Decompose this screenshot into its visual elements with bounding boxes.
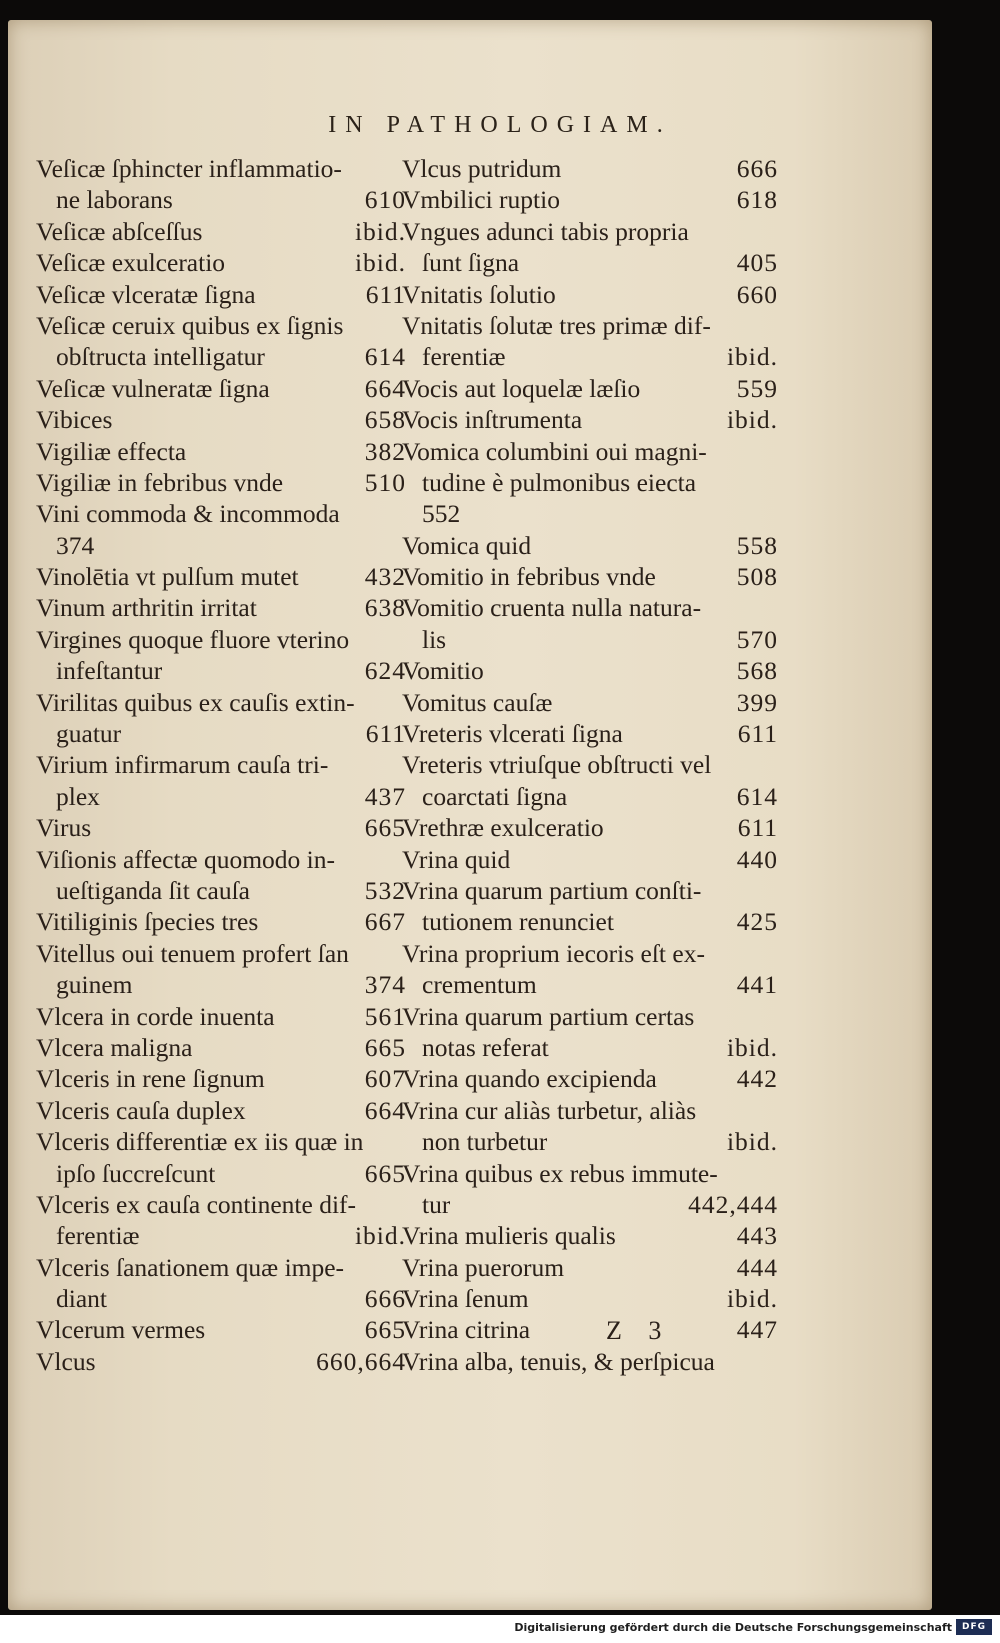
index-entry xyxy=(402,875,778,906)
entry-text: Vlceris cauſa duplex xyxy=(36,1095,246,1125)
entry-text: Vreteris vtriuſque obſtructi vel xyxy=(402,750,712,780)
entry-page-number: 610 xyxy=(364,185,406,215)
index-entry xyxy=(36,310,406,341)
entry-text: Vrina ſenum xyxy=(402,1284,529,1314)
index-entry xyxy=(402,1283,778,1314)
entry-text: Vomica columbini oui magni- xyxy=(402,436,707,466)
entry-page-number: 667 xyxy=(364,907,406,937)
index-entry xyxy=(36,969,406,1000)
entry-text: Vomitus cauſæ xyxy=(402,687,553,717)
index-entry xyxy=(36,844,406,875)
index-entry xyxy=(402,310,778,341)
entry-page-number: 442 xyxy=(736,1064,778,1094)
entry-text: Virilitas quibus ex cauſis extin- xyxy=(36,687,355,717)
entry-text: Vrina puerorum xyxy=(402,1252,565,1282)
entry-page-number: 638 xyxy=(364,593,406,623)
entry-page-number: 664 xyxy=(364,1095,406,1125)
index-entry xyxy=(36,404,406,435)
entry-text: Vomitio in febribus vnde xyxy=(402,562,656,592)
entry-text: Vrina quibus ex rebus immute- xyxy=(402,1158,718,1188)
entry-text: Vrina quando excipienda xyxy=(402,1064,657,1094)
entry-page-number: 405 xyxy=(736,248,778,278)
index-entry xyxy=(36,749,406,780)
entry-text: tudine è pulmonibus eiecta xyxy=(422,467,697,497)
funding-notice: Digitalisierung gefördert durch die Deutsche Forschungsgemeinschaft xyxy=(514,1621,952,1634)
index-entry xyxy=(36,781,406,812)
index-entry xyxy=(36,687,406,718)
entry-page-number: 558 xyxy=(736,530,778,560)
index-entry xyxy=(36,247,406,278)
entry-page-number: 665 xyxy=(364,1158,406,1188)
entry-page-number: 570 xyxy=(736,624,778,654)
entry-text: Vlcus xyxy=(36,1346,96,1376)
entry-text: infeſtantur xyxy=(56,656,163,686)
index-entry xyxy=(402,1126,778,1157)
entry-page-number: 374 xyxy=(364,970,406,1000)
entry-page-number: 611 xyxy=(365,279,406,309)
entry-text: ipſo ſuccreſcunt xyxy=(56,1158,216,1188)
entry-text: 374 xyxy=(56,530,95,560)
entry-text: 552 xyxy=(422,499,461,529)
index-entry xyxy=(36,530,406,561)
entry-text: Virgines quoque fluore vterino xyxy=(36,624,350,654)
index-entry xyxy=(402,1252,778,1283)
index-entry xyxy=(402,812,778,843)
entry-text: Virium infirmarum cauſa tri- xyxy=(36,750,329,780)
index-entry xyxy=(402,373,778,404)
entry-text: Vrethræ exulceratio xyxy=(402,813,604,843)
entry-page-number: ibid. xyxy=(354,216,406,246)
entry-text: Vigiliæ effecta xyxy=(36,436,187,466)
index-entry xyxy=(402,1346,778,1377)
entry-text: Vomica quid xyxy=(402,530,532,560)
index-entry xyxy=(402,498,778,529)
index-entry xyxy=(402,279,778,310)
entry-text: Vini commoda & incommoda xyxy=(36,499,340,529)
entry-text: notas referat xyxy=(422,1032,549,1062)
entry-page-number: 437 xyxy=(364,781,406,811)
index-entry xyxy=(402,561,778,592)
entry-text: Vomitio xyxy=(402,656,484,686)
entry-page-number: 440 xyxy=(736,844,778,874)
index-entry xyxy=(36,812,406,843)
dfg-logo: DFG xyxy=(956,1619,992,1635)
entry-text: diant xyxy=(56,1284,107,1314)
index-entry xyxy=(36,1063,406,1094)
index-entry xyxy=(36,279,406,310)
index-entry xyxy=(36,1220,406,1251)
index-entry xyxy=(402,247,778,278)
index-entry xyxy=(36,373,406,404)
entry-text: Vitellus oui tenuem profert ſan xyxy=(36,938,349,968)
signature-mark: Z 3 xyxy=(606,1316,672,1345)
entry-page-number: 664 xyxy=(364,373,406,403)
entry-text: crementum xyxy=(422,970,537,1000)
entry-text: Vitiliginis ſpecies tres xyxy=(36,907,259,937)
entry-text: plex xyxy=(56,781,100,811)
entry-page-number: 425 xyxy=(736,907,778,937)
entry-page-number: ibid. xyxy=(354,1221,406,1251)
index-entry xyxy=(36,1095,406,1126)
index-entry xyxy=(402,404,778,435)
index-entry xyxy=(402,184,778,215)
entry-text: guatur xyxy=(56,719,122,749)
index-entry xyxy=(36,938,406,969)
entry-text: ſunt ſigna xyxy=(422,248,520,278)
entry-text: Vnitatis ſolutio xyxy=(402,279,556,309)
entry-page-number: 508 xyxy=(736,562,778,592)
entry-text: Vrina quarum partium conſti- xyxy=(402,875,702,905)
entry-text: Vocis inſtrumenta xyxy=(402,405,583,435)
entry-page-number: 660,664 xyxy=(316,1346,406,1376)
entry-text: Vlceris differentiæ ex iis quæ in xyxy=(36,1127,364,1157)
index-entry xyxy=(36,561,406,592)
entry-text: Vnitatis ſolutæ tres primæ dif- xyxy=(402,310,711,340)
entry-text: Vibices xyxy=(36,405,113,435)
entry-text: Vreteris vlcerati ſigna xyxy=(402,719,623,749)
index-entry xyxy=(36,467,406,498)
index-entry xyxy=(402,844,778,875)
entry-page-number: 624 xyxy=(364,656,406,686)
index-entry xyxy=(402,1001,778,1032)
entry-text: Vlcerum vermes xyxy=(36,1315,206,1345)
index-entry xyxy=(36,1032,406,1063)
index-entry xyxy=(402,1189,778,1220)
entry-text: Vinolētia vt pulſum mutet xyxy=(36,562,299,592)
index-entry xyxy=(402,530,778,561)
entry-page-number: 618 xyxy=(736,185,778,215)
index-column-right xyxy=(402,153,778,1377)
entry-page-number: 442,444 xyxy=(688,1189,778,1219)
entry-text: Vrina citrina xyxy=(402,1315,531,1345)
entry-page-number: 614 xyxy=(736,781,778,811)
entry-text: Vlcera maligna xyxy=(36,1032,193,1062)
index-entry xyxy=(36,1158,406,1189)
entry-text: ferentiæ xyxy=(56,1221,140,1251)
index-entry xyxy=(402,655,778,686)
entry-page-number: 444 xyxy=(736,1252,778,1282)
index-entry xyxy=(36,1001,406,1032)
entry-page-number: 665 xyxy=(364,1032,406,1062)
entry-text: coarctati ſigna xyxy=(422,781,568,811)
index-entry xyxy=(36,624,406,655)
index-entry xyxy=(36,1252,406,1283)
entry-page-number: 559 xyxy=(736,373,778,403)
index-entry xyxy=(402,1032,778,1063)
index-entry xyxy=(402,938,778,969)
index-entry xyxy=(402,687,778,718)
index-entry xyxy=(36,1346,406,1377)
index-entry xyxy=(402,624,778,655)
index-entry xyxy=(36,436,406,467)
index-entry xyxy=(402,969,778,1000)
entry-page-number: ibid. xyxy=(726,342,778,372)
index-entry xyxy=(36,153,406,184)
index-entry xyxy=(402,1314,778,1345)
entry-page-number: ibid. xyxy=(726,1032,778,1062)
entry-page-number: 611 xyxy=(737,719,778,749)
index-entry xyxy=(402,1220,778,1251)
index-entry xyxy=(402,718,778,749)
index-entry xyxy=(36,184,406,215)
entry-text: Vrina proprium iecoris eſt ex- xyxy=(402,938,705,968)
index-entry xyxy=(36,592,406,623)
entry-page-number: 666 xyxy=(736,154,778,183)
entry-text: Vigiliæ in febribus vnde xyxy=(36,467,284,497)
entry-text: Vlceris ex cauſa continente dif- xyxy=(36,1189,357,1219)
entry-page-number: 568 xyxy=(736,656,778,686)
index-entry xyxy=(402,1095,778,1126)
index-entry xyxy=(402,592,778,623)
entry-page-number: 665 xyxy=(364,813,406,843)
entry-page-number: 382 xyxy=(364,436,406,466)
entry-text: Vlceris in rene ſignum xyxy=(36,1064,265,1094)
entry-text: Veſicæ vulneratæ ſigna xyxy=(36,373,270,403)
index-entry xyxy=(402,1158,778,1189)
entry-text: Veſicæ ceruix quibus ex ſignis xyxy=(36,310,344,340)
index-entry xyxy=(36,906,406,937)
entry-text: obſtructa intelligatur xyxy=(56,342,265,372)
index-entry xyxy=(402,436,778,467)
entry-page-number: 532 xyxy=(364,875,406,905)
entry-page-number: 611 xyxy=(365,719,406,749)
entry-text: Vocis aut loquelæ læſio xyxy=(402,373,641,403)
index-entry xyxy=(402,216,778,247)
entry-text: Vomitio cruenta nulla natura- xyxy=(402,593,702,623)
index-entry xyxy=(402,467,778,498)
entry-text: ueſtiganda ſit cauſa xyxy=(56,875,251,905)
index-entry xyxy=(36,1189,406,1220)
book-page xyxy=(8,20,932,1610)
entry-text: non turbetur xyxy=(422,1127,548,1157)
entry-page-number: 432 xyxy=(364,562,406,592)
entry-text: ferentiæ xyxy=(422,342,506,372)
entry-page-number: 614 xyxy=(364,342,406,372)
entry-text: guinem xyxy=(56,970,133,1000)
index-entry xyxy=(36,341,406,372)
entry-text: Veſicæ vlceratæ ſigna xyxy=(36,279,256,309)
index-entry xyxy=(402,749,778,780)
entry-text: Veſicæ exulceratio xyxy=(36,248,226,278)
index-entry xyxy=(36,1283,406,1314)
index-entry xyxy=(36,875,406,906)
index-entry xyxy=(402,153,778,184)
index-entry xyxy=(36,1126,406,1157)
entry-page-number: ibid. xyxy=(726,1127,778,1157)
entry-text: Vmbilici ruptio xyxy=(402,185,560,215)
entry-page-number: 658 xyxy=(364,405,406,435)
entry-page-number: 510 xyxy=(364,467,406,497)
index-entry xyxy=(36,216,406,247)
entry-page-number: 447 xyxy=(736,1315,778,1345)
entry-text: Vrina quarum partium certas xyxy=(402,1001,695,1031)
entry-text: Vrina mulieris qualis xyxy=(402,1221,616,1251)
index-entry xyxy=(402,1063,778,1094)
entry-text: Viſionis affectæ quomodo in- xyxy=(36,844,336,874)
entry-text: Vrina quid xyxy=(402,844,511,874)
entry-page-number: 611 xyxy=(737,813,778,843)
running-header: IN PATHOLOGIAM. xyxy=(328,112,672,138)
entry-page-number: ibid. xyxy=(726,1284,778,1314)
entry-page-number: 399 xyxy=(736,687,778,717)
entry-text: Vlceris ſanationem quæ impe- xyxy=(36,1252,345,1282)
entry-page-number: 607 xyxy=(364,1064,406,1094)
entry-page-number: ibid. xyxy=(726,405,778,435)
entry-text: Veſicæ ſphincter inflammatio- xyxy=(36,154,342,183)
entry-page-number: 561 xyxy=(364,1001,406,1031)
entry-text: Veſicæ abſceſſus xyxy=(36,216,203,246)
entry-text: Vrina alba, tenuis, & perſpicua xyxy=(402,1346,715,1376)
entry-text: Vngues adunci tabis propria xyxy=(402,216,689,246)
entry-page-number: 441 xyxy=(736,970,778,1000)
entry-text: Vinum arthritin irritat xyxy=(36,593,257,623)
entry-text: Vrina cur aliàs turbetur, aliàs xyxy=(402,1095,697,1125)
entry-page-number: ibid. xyxy=(354,248,406,278)
entry-text: tutionem renunciet xyxy=(422,907,614,937)
index-column-left xyxy=(36,153,406,1377)
entry-page-number: 443 xyxy=(736,1221,778,1251)
entry-text: Vlcus putridum xyxy=(402,154,562,183)
index-entry xyxy=(36,498,406,529)
index-entry xyxy=(402,341,778,372)
entry-text: ne laborans xyxy=(56,185,173,215)
entry-text: Vlcera in corde inuenta xyxy=(36,1001,275,1031)
index-entry xyxy=(402,906,778,937)
entry-text: lis xyxy=(422,624,447,654)
entry-text: Virus xyxy=(36,813,92,843)
entry-text: tur xyxy=(422,1189,451,1219)
index-entry xyxy=(36,655,406,686)
entry-page-number: 665 xyxy=(364,1315,406,1345)
entry-page-number: 666 xyxy=(364,1284,406,1314)
index-entry xyxy=(36,1314,406,1345)
entry-page-number: 660 xyxy=(736,279,778,309)
index-entry xyxy=(402,781,778,812)
index-entry xyxy=(36,718,406,749)
